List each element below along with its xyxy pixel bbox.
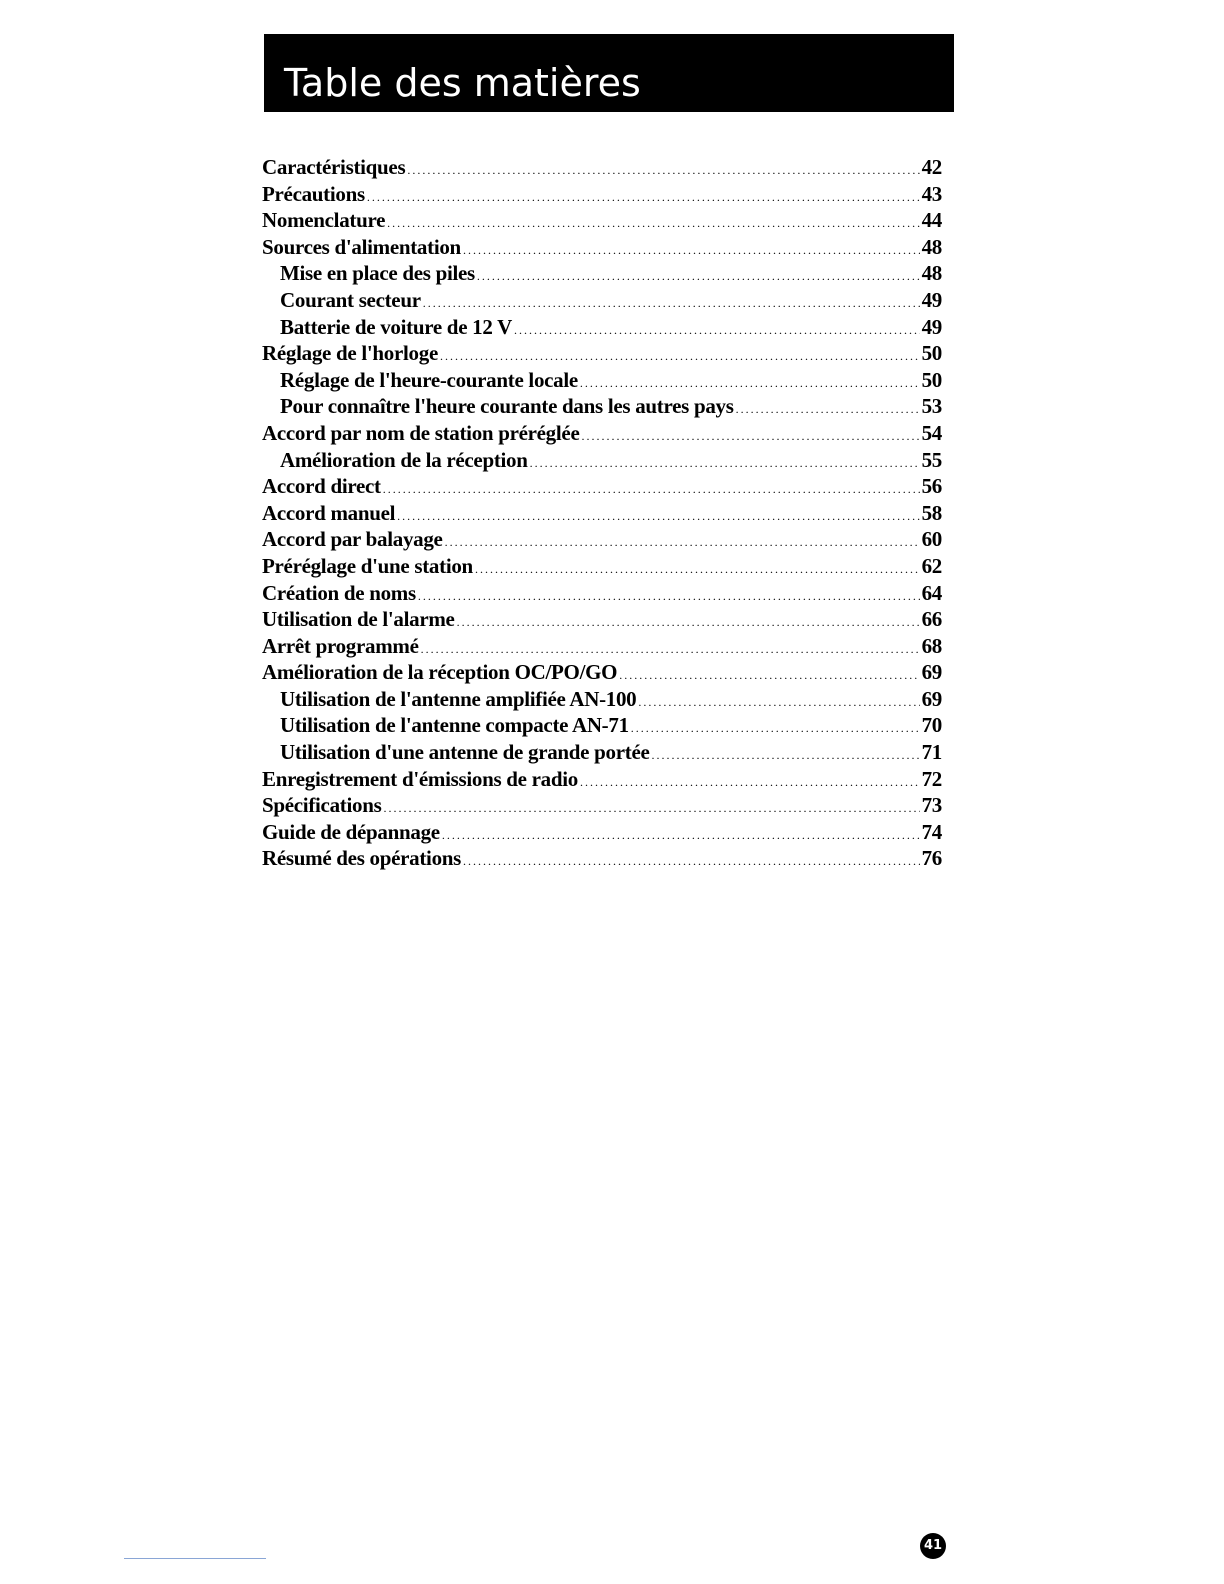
toc-entry[interactable] [262,659,942,686]
toc-entry[interactable] [262,526,942,553]
toc-entry-label: Utilisation de l'antenne amplifiée AN-100 [280,686,637,711]
toc-entry-page: 50 [921,341,942,366]
toc-entry[interactable] [262,420,942,447]
toc-entry-label: Utilisation de l'alarme [262,607,455,632]
toc-entry[interactable] [262,553,942,580]
toc-entry-page: 74 [921,819,942,844]
toc-entry-page: 44 [921,208,942,233]
toc-entry-label: Sources d'alimentation [262,234,461,259]
dot-leader [367,184,920,211]
toc-entry-label: Accord manuel [262,500,396,525]
toc-entry-label: Accord par balayage [262,527,443,552]
toc-entry-page: 42 [921,155,942,179]
toc-entry-page: 70 [921,713,942,738]
toc-entry[interactable] [262,473,942,500]
toc-entry-label: Mise en place des piles [280,261,475,286]
toc-entry[interactable] [262,500,942,527]
toc-entry-page: 73 [921,793,942,818]
toc-entry[interactable] [262,340,942,367]
toc-entry-page: 58 [921,500,942,525]
toc-entry-label: Utilisation d'une antenne de grande portée [280,740,650,765]
toc-entry-label: Création de noms [262,580,416,605]
toc-entry-page: 62 [921,553,942,578]
toc-entry-label: Accord direct [262,474,381,499]
toc-entry-page: 50 [921,367,942,392]
toc-entry[interactable] [262,686,942,713]
toc-entry-page: 49 [921,287,942,312]
dot-leader [383,795,919,822]
dot-leader [530,450,920,477]
toc-entry[interactable] [262,181,942,208]
dot-leader [418,583,920,610]
dot-leader [514,317,920,344]
toc-entry[interactable] [262,287,942,314]
dot-leader [581,423,919,450]
toc-entry-label: Arrêt programmé [262,633,419,658]
dot-leader [652,742,920,769]
toc-entry[interactable] [262,260,942,287]
toc-entry-label: Accord par nom de station préréglée [262,420,580,445]
toc-entry-page: 53 [921,394,942,419]
dot-leader [397,503,919,530]
toc-entry[interactable] [262,792,942,819]
dot-leader [463,848,920,875]
toc-entry[interactable] [262,580,942,607]
toc-entry-label: Résumé des opérations [262,846,462,871]
toc-entry-label: Nomenclature [262,208,386,233]
toc-entry-page: 55 [921,447,942,472]
toc-entry-page: 71 [921,740,942,765]
toc-entry[interactable] [262,739,942,766]
toc-entry-page: 48 [921,234,942,259]
page-title: Table des matières [284,61,641,105]
bottom-rule [124,1558,266,1559]
toc-entry-page: 76 [921,846,942,871]
toc-entry-label: Guide de dépannage [262,819,440,844]
toc-entry-label: Enregistrement d'émissions de radio [262,766,578,791]
toc-entry[interactable] [262,154,942,181]
toc-entry-label: Amélioration de la réception [280,447,528,472]
toc-entry-page: 69 [921,660,942,685]
toc-entry[interactable] [262,819,942,846]
dot-leader [407,157,919,184]
dot-leader [421,636,920,663]
dot-leader [383,476,920,503]
toc-entry-label: Spécifications [262,793,382,818]
dot-leader [387,210,919,237]
toc-entry[interactable] [262,766,942,793]
dot-leader [442,822,920,849]
toc-entry[interactable] [262,712,942,739]
toc-entry[interactable] [262,845,942,872]
toc-entry-label: Préréglage d'une station [262,553,473,578]
page-number-badge: 41 [920,1533,946,1559]
toc-entry[interactable] [262,393,942,420]
dot-leader [736,396,920,423]
toc-entry-page: 56 [921,474,942,499]
toc-entry-label: Pour connaître l'heure courante dans les autres pays [280,394,734,419]
toc-entry-label: Batterie de voiture de 12 V [280,314,512,339]
toc-entry[interactable] [262,367,942,394]
dot-leader [463,237,920,264]
dot-leader [638,689,919,716]
toc-entry-page: 68 [921,633,942,658]
toc-entry[interactable] [262,447,942,474]
dot-leader [580,370,920,397]
toc-entry-page: 66 [921,607,942,632]
toc-entry-page: 69 [921,686,942,711]
toc-entry[interactable] [262,606,942,633]
dot-leader [457,609,920,636]
toc-entry-page: 64 [921,580,942,605]
dot-leader [580,769,920,796]
toc-entry[interactable] [262,633,942,660]
toc-entry-label: Amélioration de la réception OC/PO/GO [262,660,618,685]
toc-entry-page: 60 [921,527,942,552]
toc-entry-page: 43 [921,181,942,206]
toc-entry-label: Utilisation de l'antenne compacte AN-71 [280,713,629,738]
dot-leader [619,662,919,689]
dot-leader [445,529,920,556]
dot-leader [440,343,920,370]
toc-entry[interactable] [262,207,942,234]
toc-entry-label: Réglage de l'heure-courante locale [280,367,578,392]
table-of-contents [262,154,942,872]
toc-entry[interactable] [262,234,942,261]
toc-entry[interactable] [262,314,942,341]
toc-entry-page: 72 [921,766,942,791]
title-bar [264,34,954,112]
toc-entry-label: Caractéristiques [262,155,406,179]
toc-entry-label: Réglage de l'horloge [262,341,438,366]
toc-entry-label: Courant secteur [280,287,421,312]
dot-leader [631,715,920,742]
dot-leader [477,263,920,290]
toc-entry-page: 49 [921,314,942,339]
toc-entry-label: Précautions [262,181,365,206]
toc-entry-page: 54 [921,420,942,445]
toc-entry-page: 48 [921,261,942,286]
dot-leader [475,556,920,583]
dot-leader [423,290,920,317]
